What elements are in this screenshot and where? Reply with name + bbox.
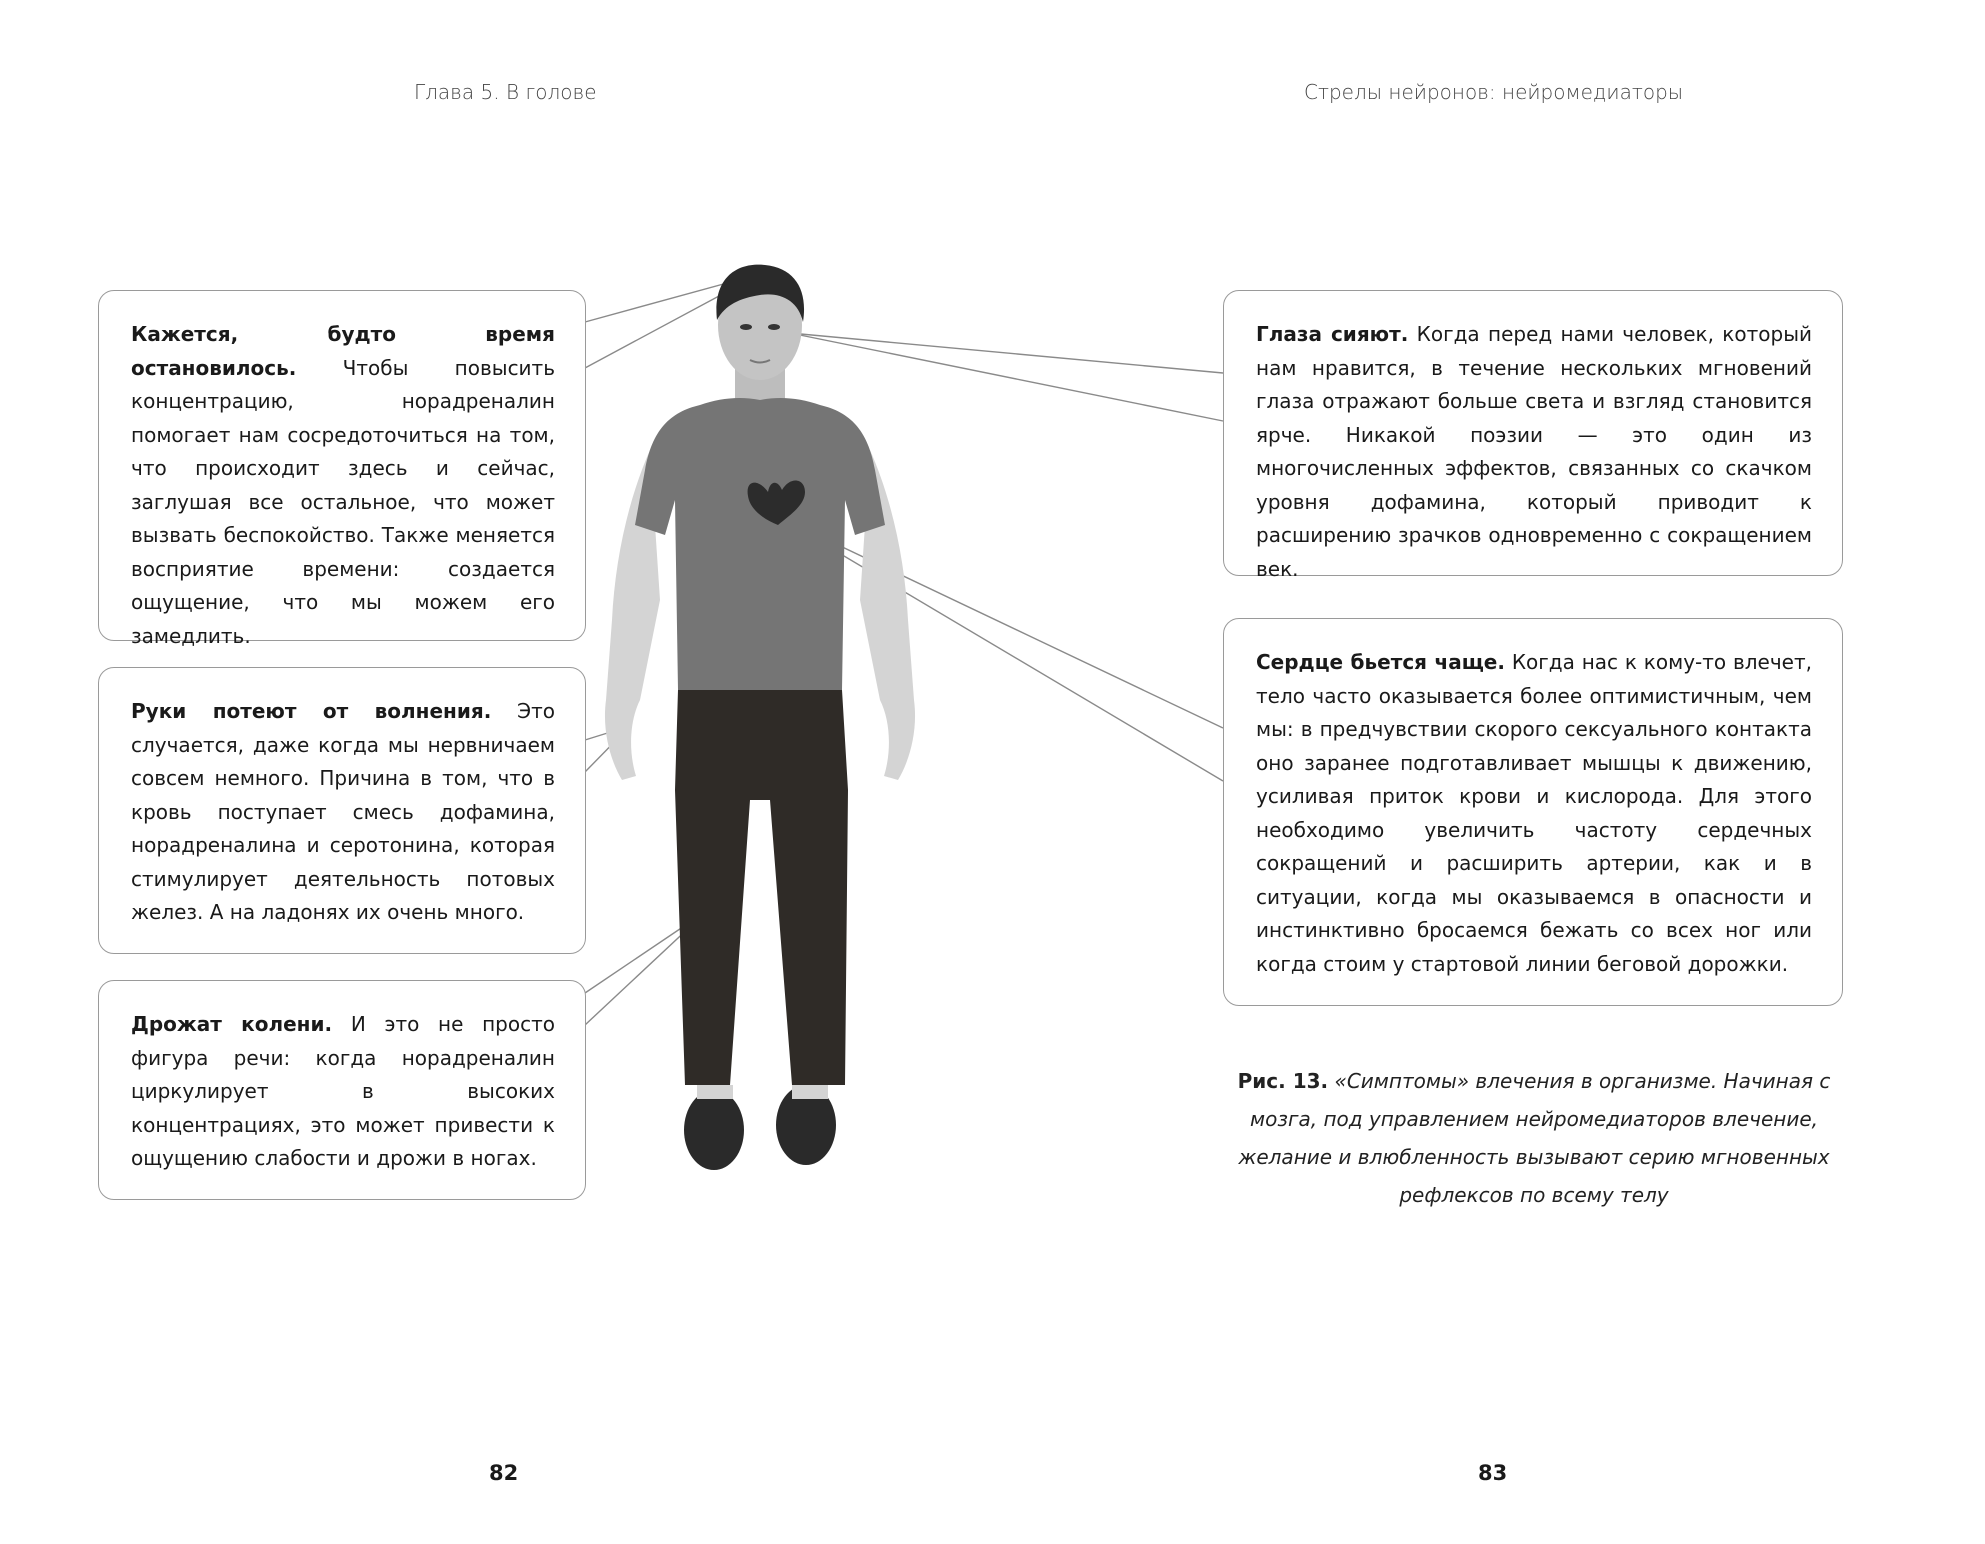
page-number-right: 83 <box>1478 1461 1508 1485</box>
running-header-left: Глава 5. В голове <box>414 80 597 104</box>
figure-caption-text: «Симптомы» влечения в организме. Начиная с мозга, под управлением нейромедиаторов влечение, желание и влюбленность вызывают серию мгновенных рефлексов по всему телу <box>1238 1069 1831 1207</box>
callout-heart-beats-faster <box>1223 618 1843 1006</box>
page-number-left: 82 <box>489 1461 519 1485</box>
callout-title: Дрожат колени. <box>131 1012 333 1036</box>
figure-caption <box>1228 1062 1840 1214</box>
callout-time-stopped <box>98 290 586 648</box>
callout-text: Это случается, даже когда мы нервничаем совсем немного. Причина в том, что в кровь поступает смесь дофамина, норадреналина и серотонина, которая стимулирует деятельность потовых желез. А на ладонях их очень много. <box>131 699 555 924</box>
figure-label: Рис. 13. <box>1237 1069 1329 1093</box>
running-header-right: Стрелы нейронов: нейромедиаторы <box>1304 80 1684 104</box>
callout-text: Когда нас к кому-то влечет, тело часто оказывается более оптимистичным, чем мы: в предчувствии скорого сексуального контакта оно заранее подготавливает мышцы к движению, усиливая приток крови и кислорода. Для этого необходимо увеличить частоту сердечных сокращений и расширить артерии, как и в ситуации, когда мы оказываемся в опасности и инстинктивно бросаемся бежать со всех ног или когда стоим у стартовой линии беговой дорожки. <box>1256 650 1812 976</box>
t-shirt <box>635 398 885 690</box>
callout-title: Кажется, будто время остановилось. <box>131 322 555 380</box>
callout-sweaty-hands <box>98 667 586 954</box>
callout-text: И это не просто фигура речи: когда норадреналин циркулирует в высоких концентрациях, это может привести к ощущению слабости и дрожи в ногах. <box>131 1012 556 1170</box>
shoe-left <box>684 1090 744 1170</box>
callout-shaking-knees <box>98 980 586 1200</box>
callout-title: Руки потеют от волнения. <box>131 699 492 723</box>
callout-text: Чтобы повысить концентрацию, норадреналин помогает нам сосредоточиться на том, что происходит здесь и сейчас, заглушая все остальное, что может вызвать беспокойство. Также меняется восприятие времени: создается ощущение, что мы можем его замедлить. <box>131 355 555 648</box>
callout-shining-eyes <box>1223 290 1843 581</box>
callout-title: Сердце бьется чаще. <box>1256 650 1505 674</box>
callout-title: Глаза сияют. <box>1256 322 1409 346</box>
callout-text: Когда перед нами человек, который нам нравится, в течение нескольких мгновений глаза отражают больше света и взгляд становится ярче. Никакой поэзии — это один из многочисленных эффектов, связанных со скачком уровня дофамина, который приводит к расширению зрачков одновременно с сокращением век. <box>1256 322 1812 581</box>
trousers <box>675 690 848 1085</box>
